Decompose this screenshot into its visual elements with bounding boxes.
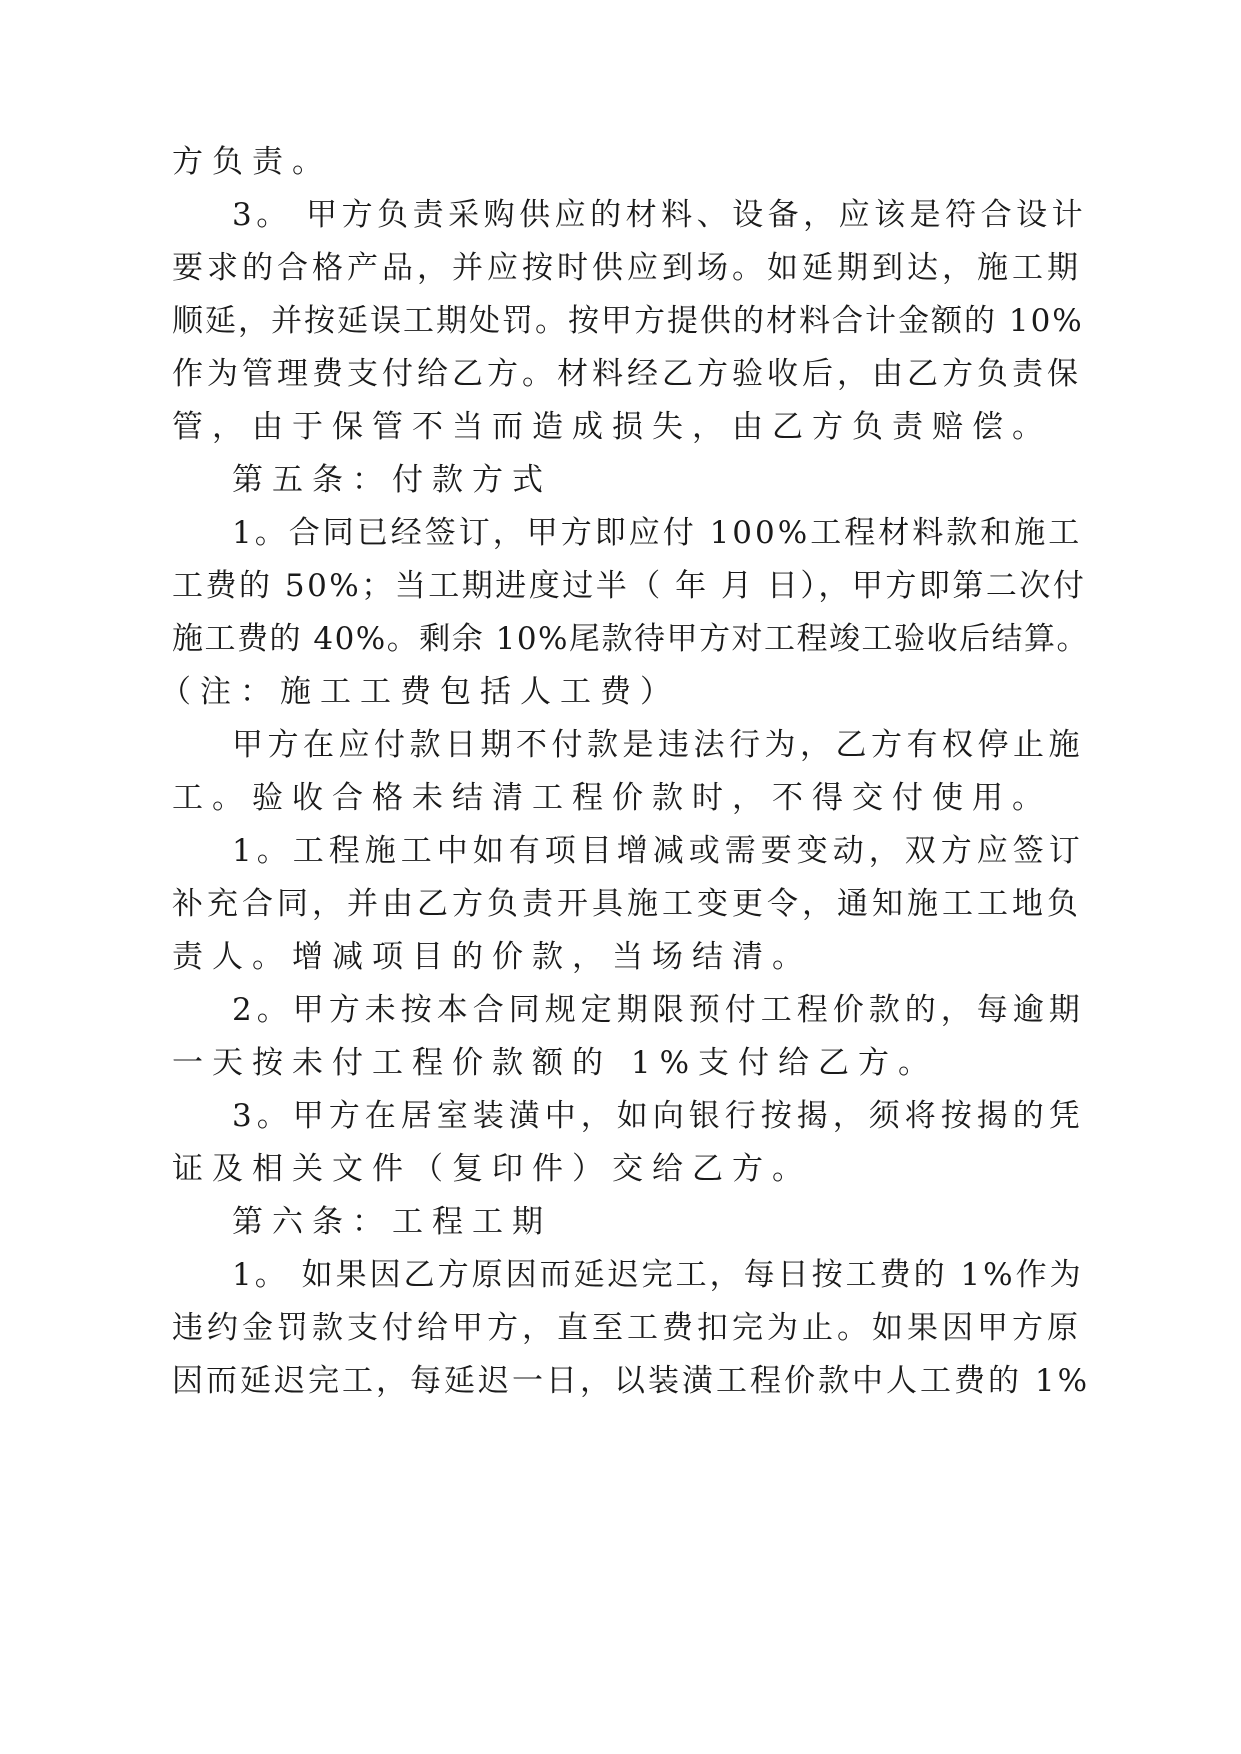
text-line: 责人。增减项目的价款，当场结清。 xyxy=(172,939,812,975)
text-line: 工。验收合格未结清工程价款时，不得交付使用。 xyxy=(172,780,1052,816)
text-line: 3。 甲方负责采购供应的材料、设备，应该是符合设计 xyxy=(232,197,1088,233)
text-line: 工费的 50%；当工期进度过半（ 年 月 日），甲方即第二次付 xyxy=(172,568,1087,604)
text-line: 1。工程施工中如有项目增减或需要变动，双方应签订 xyxy=(232,833,1085,869)
section-heading: 第五条：付款方式 xyxy=(232,462,552,498)
text-line: 1。合同已经签订，甲方即应付 100%工程材料款和施工 xyxy=(232,515,1083,551)
text-line: 施工费的 40%。剩余 10%尾款待甲方对工程竣工验收后结算。 xyxy=(172,621,1090,657)
text-line: 一天按未付工程价款额的 1%支付给乙方。 xyxy=(172,1045,939,1081)
text-line: 管，由于保管不当而造成损失，由乙方负责赔偿。 xyxy=(172,409,1052,445)
text-line: 违约金罚款支付给甲方，直至工费扣完为止。如果因甲方原 xyxy=(172,1310,1082,1346)
text-line: 补充合同，并由乙方负责开具施工变更令，通知施工工地负 xyxy=(172,886,1082,922)
text-line: 要求的合格产品，并应按时供应到场。如延期到达，施工期 xyxy=(172,250,1082,286)
text-line: 甲方在应付款日期不付款是违法行为，乙方有权停止施 xyxy=(232,727,1084,763)
text-line: 2。甲方未按本合同规定期限预付工程价款的，每逾期 xyxy=(232,992,1085,1028)
text-line: 3。甲方在居室装潢中，如向银行按揭，须将按揭的凭 xyxy=(232,1098,1085,1134)
text-line: 方负责。 xyxy=(172,144,332,180)
text-line: 作为管理费支付给乙方。材料经乙方验收后，由乙方负责保 xyxy=(172,356,1082,392)
text-line: 顺延，并按延误工期处罚。按甲方提供的材料合计金额的 10% xyxy=(172,303,1084,339)
text-line: 证及相关文件（复印件）交给乙方。 xyxy=(172,1151,812,1187)
text-line: 1。 如果因乙方原因而延迟完工，每日按工费的 1%作为 xyxy=(232,1257,1084,1293)
text-line: 因而延迟完工，每延迟一日，以装潢工程价款中人工费的 1% xyxy=(172,1363,1091,1399)
text-line: （注：施工工费包括人工费） xyxy=(160,674,680,710)
section-heading: 第六条：工程工期 xyxy=(232,1204,552,1240)
